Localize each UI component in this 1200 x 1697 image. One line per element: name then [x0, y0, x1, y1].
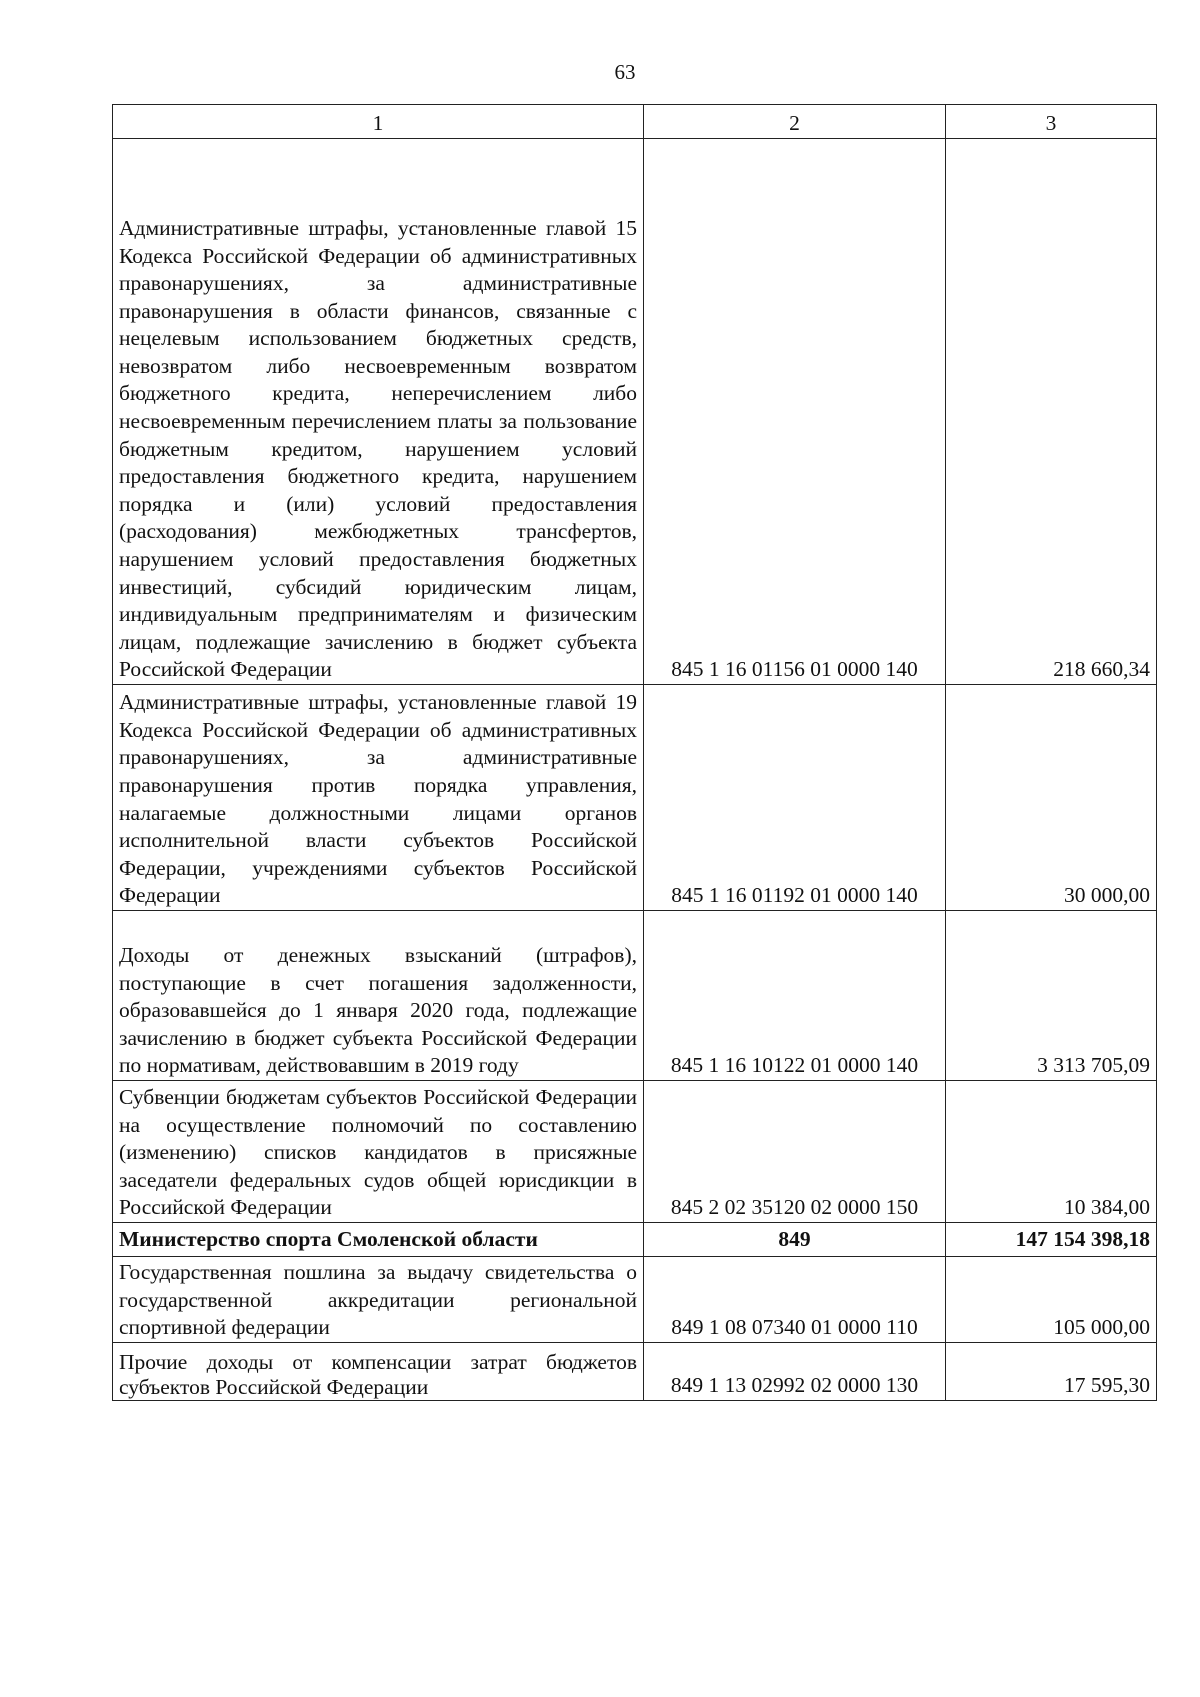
amount: 3 313 705,09	[946, 911, 1157, 1081]
amount: 105 000,00	[946, 1257, 1157, 1343]
page-number: 63	[614, 60, 636, 84]
revenue-name: Прочие доходы от компенсации затрат бюджетов субъектов Российской Федерации	[113, 1343, 644, 1401]
revenue-table	[112, 104, 1157, 1401]
revenue-name: Государственная пошлина за выдачу свидетельства о государственной аккредитации региональной спортивной федерации	[113, 1257, 644, 1343]
amount: 30 000,00	[946, 685, 1157, 911]
revenue-name: Административные штрафы, установленные главой 19 Кодекса Российской Федерации об административных правонарушениях, за административные правонарушения против порядка управления, налагаемые должностными лицами органов исполнительной власти субъектов Российской Федерации, учреждениями субъектов Российской Федерации	[113, 685, 644, 911]
budget-code: 849 1 13 02992 02 0000 130	[644, 1343, 946, 1401]
table-row	[113, 911, 1157, 1081]
column-header-1: 1	[113, 105, 644, 139]
ministry-total-amount: 147 154 398,18	[946, 1223, 1157, 1257]
ministry-total-row	[113, 1223, 1157, 1257]
revenue-name: Субвенции бюджетам субъектов Российской Федерации на осуществление полномочий по составлению (изменению) списков кандидатов в присяжные заседатели федеральных судов общей юрисдикции в Российской Федерации	[113, 1081, 644, 1223]
amount: 10 384,00	[946, 1081, 1157, 1223]
revenue-name: Доходы от денежных взысканий (штрафов), поступающие в счет погашения задолженности, образовавшейся до 1 января 2020 года, подлежащие зачислению в бюджет субъекта Российской Федерации по нормативам, действовавшим в 2019 году	[113, 911, 644, 1081]
column-header-2: 2	[644, 105, 946, 139]
amount: 218 660,34	[946, 139, 1157, 685]
amount: 17 595,30	[946, 1343, 1157, 1401]
table-row	[113, 139, 1157, 685]
table-row	[113, 1081, 1157, 1223]
budget-code: 845 2 02 35120 02 0000 150	[644, 1081, 946, 1223]
table-header-row	[113, 105, 1157, 139]
ministry-code: 849	[644, 1223, 946, 1257]
budget-code: 845 1 16 01192 01 0000 140	[644, 685, 946, 911]
budget-code: 845 1 16 01156 01 0000 140	[644, 139, 946, 685]
table-row	[113, 1257, 1157, 1343]
ministry-name: Министерство спорта Смоленской области	[113, 1223, 644, 1257]
revenue-name: Административные штрафы, установленные главой 15 Кодекса Российской Федерации об административных правонарушениях, за административные правонарушения в области финансов, связанные с нецелевым использованием бюджетных средств, невозвратом либо несвоевременным возвратом бюджетного кредита, неперечислением либо несвоевременным перечислением платы за пользование бюджетным кредитом, нарушением условий предоставления бюджетного кредита, нарушением порядка и (или) условий предоставления (расходования) межбюджетных трансфертов, нарушением условий предоставления бюджетных инвестиций, субсидий юридическим лицам, индивидуальным предпринимателям и физическим лицам, подлежащие зачислению в бюджет субъекта Российской Федерации	[113, 139, 644, 685]
table-row	[113, 685, 1157, 911]
budget-code: 849 1 08 07340 01 0000 110	[644, 1257, 946, 1343]
table-row	[113, 1343, 1157, 1401]
budget-code: 845 1 16 10122 01 0000 140	[644, 911, 946, 1081]
column-header-3: 3	[946, 105, 1157, 139]
